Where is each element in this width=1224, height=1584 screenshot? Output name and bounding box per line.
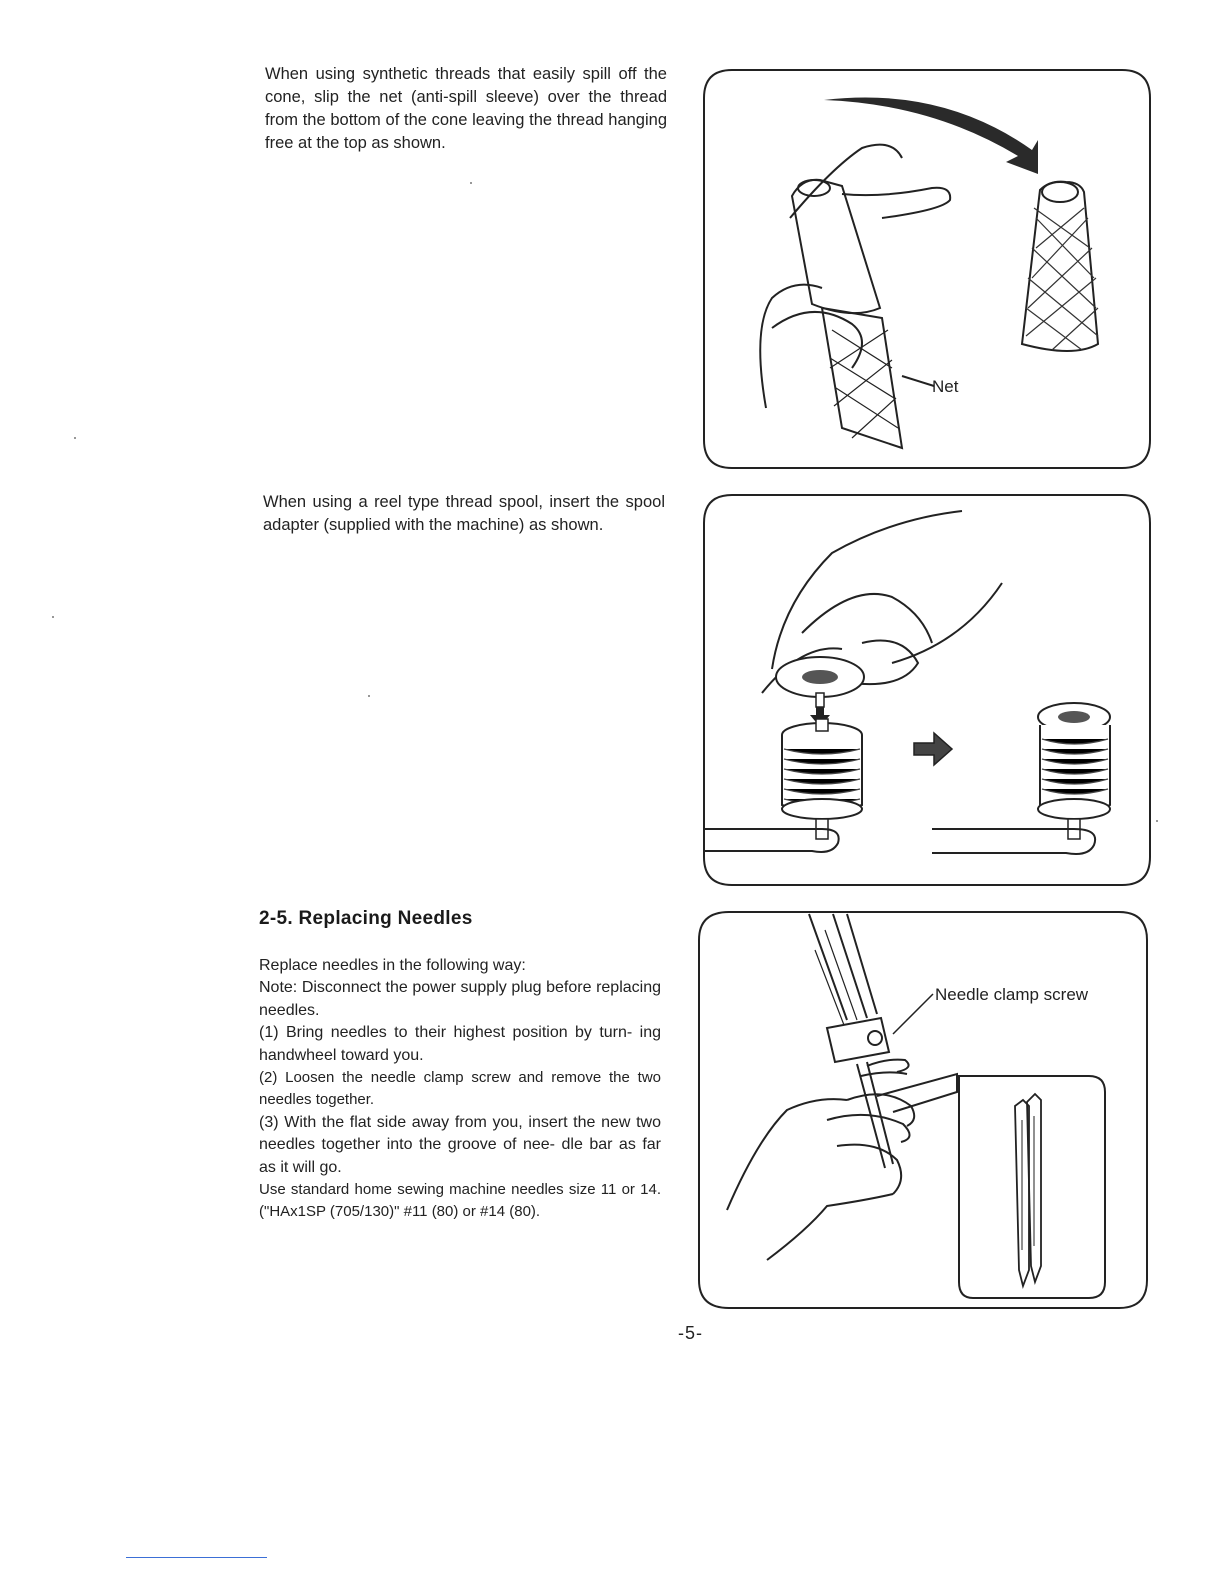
net-label: Net bbox=[932, 377, 959, 396]
needle-size-note: Use standard home sewing machine needles size 11 or 14. ("HAx1SP (705/130)" #11 (80) or #14 (80). bbox=[259, 1181, 661, 1221]
step-1: (1) Bring needles to their highest position by turn- ing handwheel toward you. bbox=[259, 1024, 661, 1064]
note-line: Note: Disconnect the power supply plug before replacing needles. bbox=[259, 979, 661, 1019]
hand-holding-needles-icon bbox=[727, 1074, 957, 1260]
needle-bar-icon bbox=[809, 914, 909, 1168]
thread-spool-left-icon bbox=[782, 719, 862, 839]
net-illustration bbox=[702, 68, 1152, 470]
scan-speck bbox=[1156, 820, 1158, 822]
instruction-line: Replace needles in the following way: bbox=[259, 957, 526, 974]
page-number: -5- bbox=[678, 1323, 703, 1343]
hand-with-net-icon bbox=[760, 145, 950, 448]
scan-speck bbox=[368, 695, 370, 697]
scan-speck bbox=[470, 182, 472, 184]
scan-speck bbox=[52, 616, 54, 618]
footer-divider bbox=[126, 1557, 267, 1558]
needles-closeup-inset bbox=[959, 1076, 1105, 1298]
needle-instructions bbox=[259, 955, 661, 1224]
curved-arrow-icon bbox=[824, 97, 1038, 174]
step-2: (2) Loosen the needle clamp screw and remove the two needles together. bbox=[259, 1069, 661, 1109]
spool-adapter-icon bbox=[776, 657, 864, 707]
spool-adapter-instructions: When using a reel type thread spool, insert the spool adapter (supplied with the machine) as shown. bbox=[263, 493, 665, 534]
scan-speck bbox=[74, 437, 76, 439]
right-arrow-icon bbox=[914, 733, 952, 765]
step-3: (3) With the flat side away from you, insert the new two needles together into the groove of nee- dle bar as far as it will go. bbox=[259, 1113, 661, 1176]
section-heading: 2-5. Replacing Needles bbox=[259, 908, 473, 929]
needle-replacement-illustration bbox=[697, 910, 1149, 1310]
thread-spool-right-icon bbox=[1038, 703, 1110, 839]
needle-clamp-screw-label: Needle clamp screw bbox=[935, 985, 1089, 1004]
netted-cone-icon bbox=[1022, 182, 1098, 351]
spool-adapter-illustration bbox=[702, 493, 1152, 887]
net-instructions: When using synthetic threads that easily spill off the cone, slip the net (anti-spill sleeve) over the thread from the bottom of the cone leaving the thread hanging free at the top as shown. bbox=[265, 65, 667, 152]
